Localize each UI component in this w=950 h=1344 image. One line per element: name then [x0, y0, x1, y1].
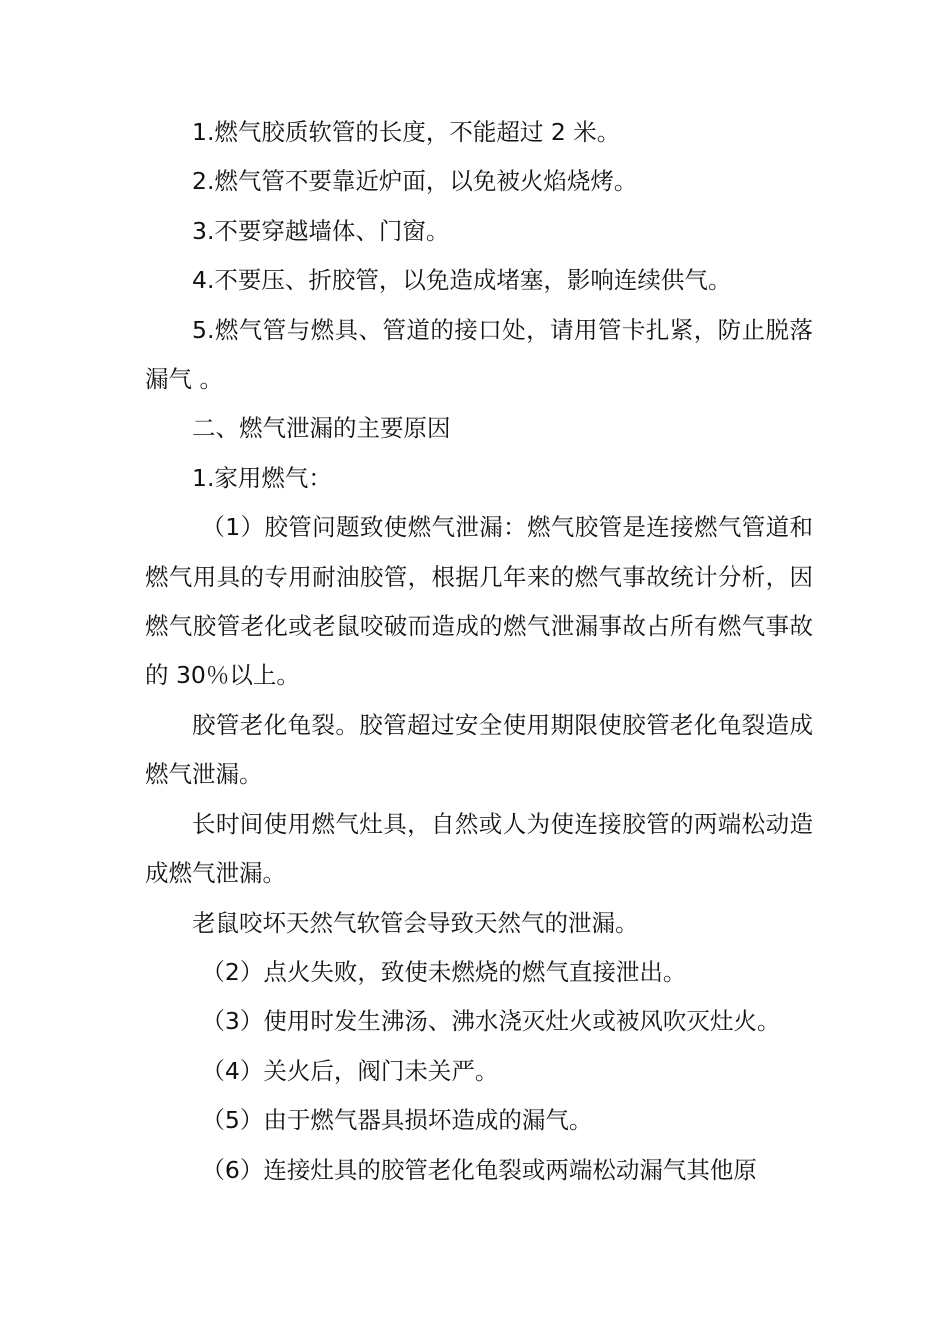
paragraph-hose-connection: （6）连接灶具的胶管老化龟裂或两端松动漏气其他原 — [201, 1155, 757, 1184]
paragraph-boil-over: （3）使用时发生沸汤、沸水浇灭灶火或被风吹灭灶火。 — [201, 1007, 781, 1036]
paragraph-valve-not-closed: （4）关火后，阀门未关严。 — [201, 1056, 499, 1085]
paragraph-away-from-stove: 2.燃气管不要靠近炉面，以免被火焰烧烤。 — [192, 167, 638, 196]
paragraph-appliance-damage: （5）由于燃气器具损坏造成的漏气。 — [201, 1106, 593, 1135]
paragraph-rat-bite: 老鼠咬坏天然气软管会导致天然气的泄漏。 — [192, 908, 639, 937]
paragraph-clamp-joints: 5.燃气管与燃具、管道的接口处，请用管卡扎紧，防止脱落漏气 。 — [145, 315, 813, 394]
paragraph-hose-length: 1.燃气胶质软管的长度，不能超过 2 米。 — [192, 118, 621, 146]
paragraph-loose-ends: 长时间使用燃气灶具，自然或人为使连接胶管的两端松动造成燃气泄漏。 — [145, 809, 813, 888]
paragraph-hose-aging: 胶管老化龟裂。胶管超过安全使用期限使胶管老化龟裂造成燃气泄漏。 — [145, 710, 813, 789]
paragraph-ignition-failure: （2）点火失败，致使未燃烧的燃气直接泄出。 — [201, 957, 687, 986]
paragraph-no-walls: 3.不要穿越墙体、门窗。 — [192, 216, 450, 245]
subheading-household-gas: 1.家用燃气： — [192, 463, 332, 492]
section-heading: 二、燃气泄漏的主要原因 — [192, 414, 451, 443]
document-page — [145, 108, 813, 1195]
paragraph-hose-problem: （1）胶管问题致使燃气泄漏：燃气胶管是连接燃气管道和燃气用具的专用耐油胶管，根据几年来的燃气事故统计分析，因燃气胶管老化或老鼠咬破而造成的燃气泄漏事故占所有燃气事故的 30％以上。 — [145, 513, 813, 690]
paragraph-no-pressing: 4.不要压、折胶管，以免造成堵塞，影响连续供气。 — [192, 266, 732, 295]
